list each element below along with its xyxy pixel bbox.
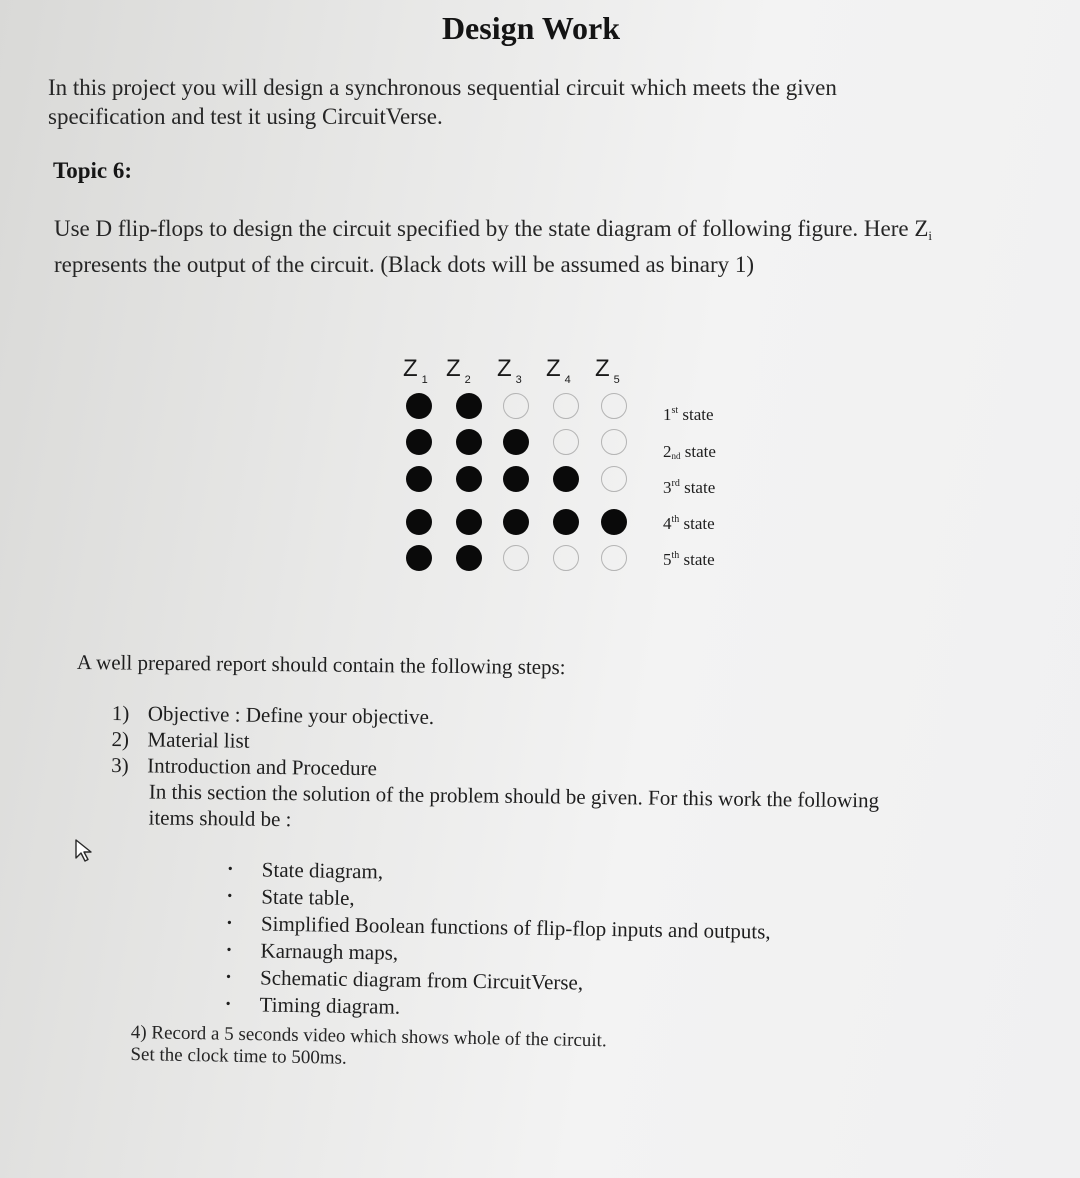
bullet-item: • Schematic diagram from CircuitVerse, <box>225 965 584 995</box>
state-5-z1-dot <box>406 545 432 571</box>
state-2-z1-dot <box>406 429 432 455</box>
state-label-1: 1st state <box>663 405 714 424</box>
state-1-z5-dot <box>601 393 627 419</box>
bullet-item: • State diagram, <box>227 857 384 884</box>
steps-list <box>110 700 880 839</box>
step-item: 1) Objective : Define your objective. <box>111 700 435 729</box>
step-item: 2) Material list <box>111 726 250 753</box>
state-1-z2-dot <box>456 393 482 419</box>
column-label-z1: Z $_1$ <box>403 355 428 386</box>
state-1-z4-dot <box>553 393 579 419</box>
step4-paragraph <box>130 1022 607 1074</box>
step-item: 3) Introduction and Procedure <box>111 752 378 781</box>
state-2-z4-dot <box>553 429 579 455</box>
column-label-z5: Z $_5$ <box>595 355 620 386</box>
state-label-4: 4th state <box>663 514 715 533</box>
state-1-z1-dot <box>406 393 432 419</box>
intro-paragraph <box>48 73 837 131</box>
state-4-z1-dot <box>406 509 432 535</box>
bullet-item: • State table, <box>227 884 355 910</box>
spec-line-1: Use D flip-flops to design the circuit specified by the state diagram of following figure. Here $Z_i$ <box>54 216 933 243</box>
step4-line-1: 4) Record a 5 seconds video which shows whole of the circuit. <box>130 1022 607 1052</box>
spec-paragraph <box>54 214 932 279</box>
column-label-z4: Z $_4$ <box>546 355 571 386</box>
state-2-z5-dot <box>601 429 627 455</box>
state-2-z2-dot <box>456 429 482 455</box>
state-label-5: 5th state <box>663 550 715 569</box>
state-1-z3-dot <box>503 393 529 419</box>
state-4-z3-dot <box>503 509 529 535</box>
state-5-z4-dot <box>553 545 579 571</box>
report-intro: A well prepared report should contain the following steps: <box>76 650 566 680</box>
bullet-item: • Timing diagram. <box>225 992 401 1019</box>
bullet-list <box>225 856 771 1027</box>
state-label-3: 3rd state <box>663 478 716 497</box>
state-3-z3-dot <box>503 466 529 492</box>
intro-line-2: specification and test it using CircuitVerse. <box>48 104 443 129</box>
bullet-item: • Karnaugh maps, <box>226 938 399 965</box>
state-4-z5-dot <box>601 509 627 535</box>
bullet-item: • Simplified Boolean functions of flip-flop inputs and outputs, <box>226 911 771 944</box>
state-2-z3-dot <box>503 429 529 455</box>
step3-detail-line-2: items should be : <box>148 805 292 832</box>
spec-subscript: i <box>928 228 933 243</box>
intro-line-1: In this project you will design a synchronous sequential circuit which meets the given <box>48 75 837 100</box>
column-label-z2: Z $_2$ <box>446 355 471 386</box>
document-title: Design Work <box>441 10 621 46</box>
state-label-2: 2nd state <box>663 442 716 461</box>
spec-line-2: represents the output of the circuit. (Black dots will be assumed as binary 1) <box>54 252 755 277</box>
state-4-z2-dot <box>456 509 482 535</box>
state-3-z1-dot <box>406 466 432 492</box>
state-3-z2-dot <box>456 466 482 492</box>
mouse-pointer-icon <box>74 838 96 869</box>
state-5-z2-dot <box>456 545 482 571</box>
step3-detail-line-1: In this section the solution of the problem should be given. For this work the following <box>148 779 880 813</box>
state-3-z4-dot <box>553 466 579 492</box>
state-4-z4-dot <box>553 509 579 535</box>
state-3-z5-dot <box>601 466 627 492</box>
state-5-z5-dot <box>601 545 627 571</box>
state-5-z3-dot <box>503 545 529 571</box>
topic-heading: Topic 6: <box>53 158 133 183</box>
column-label-z3: Z $_3$ <box>497 355 522 386</box>
step4-line-2: Set the clock time to 500ms. <box>130 1043 347 1069</box>
